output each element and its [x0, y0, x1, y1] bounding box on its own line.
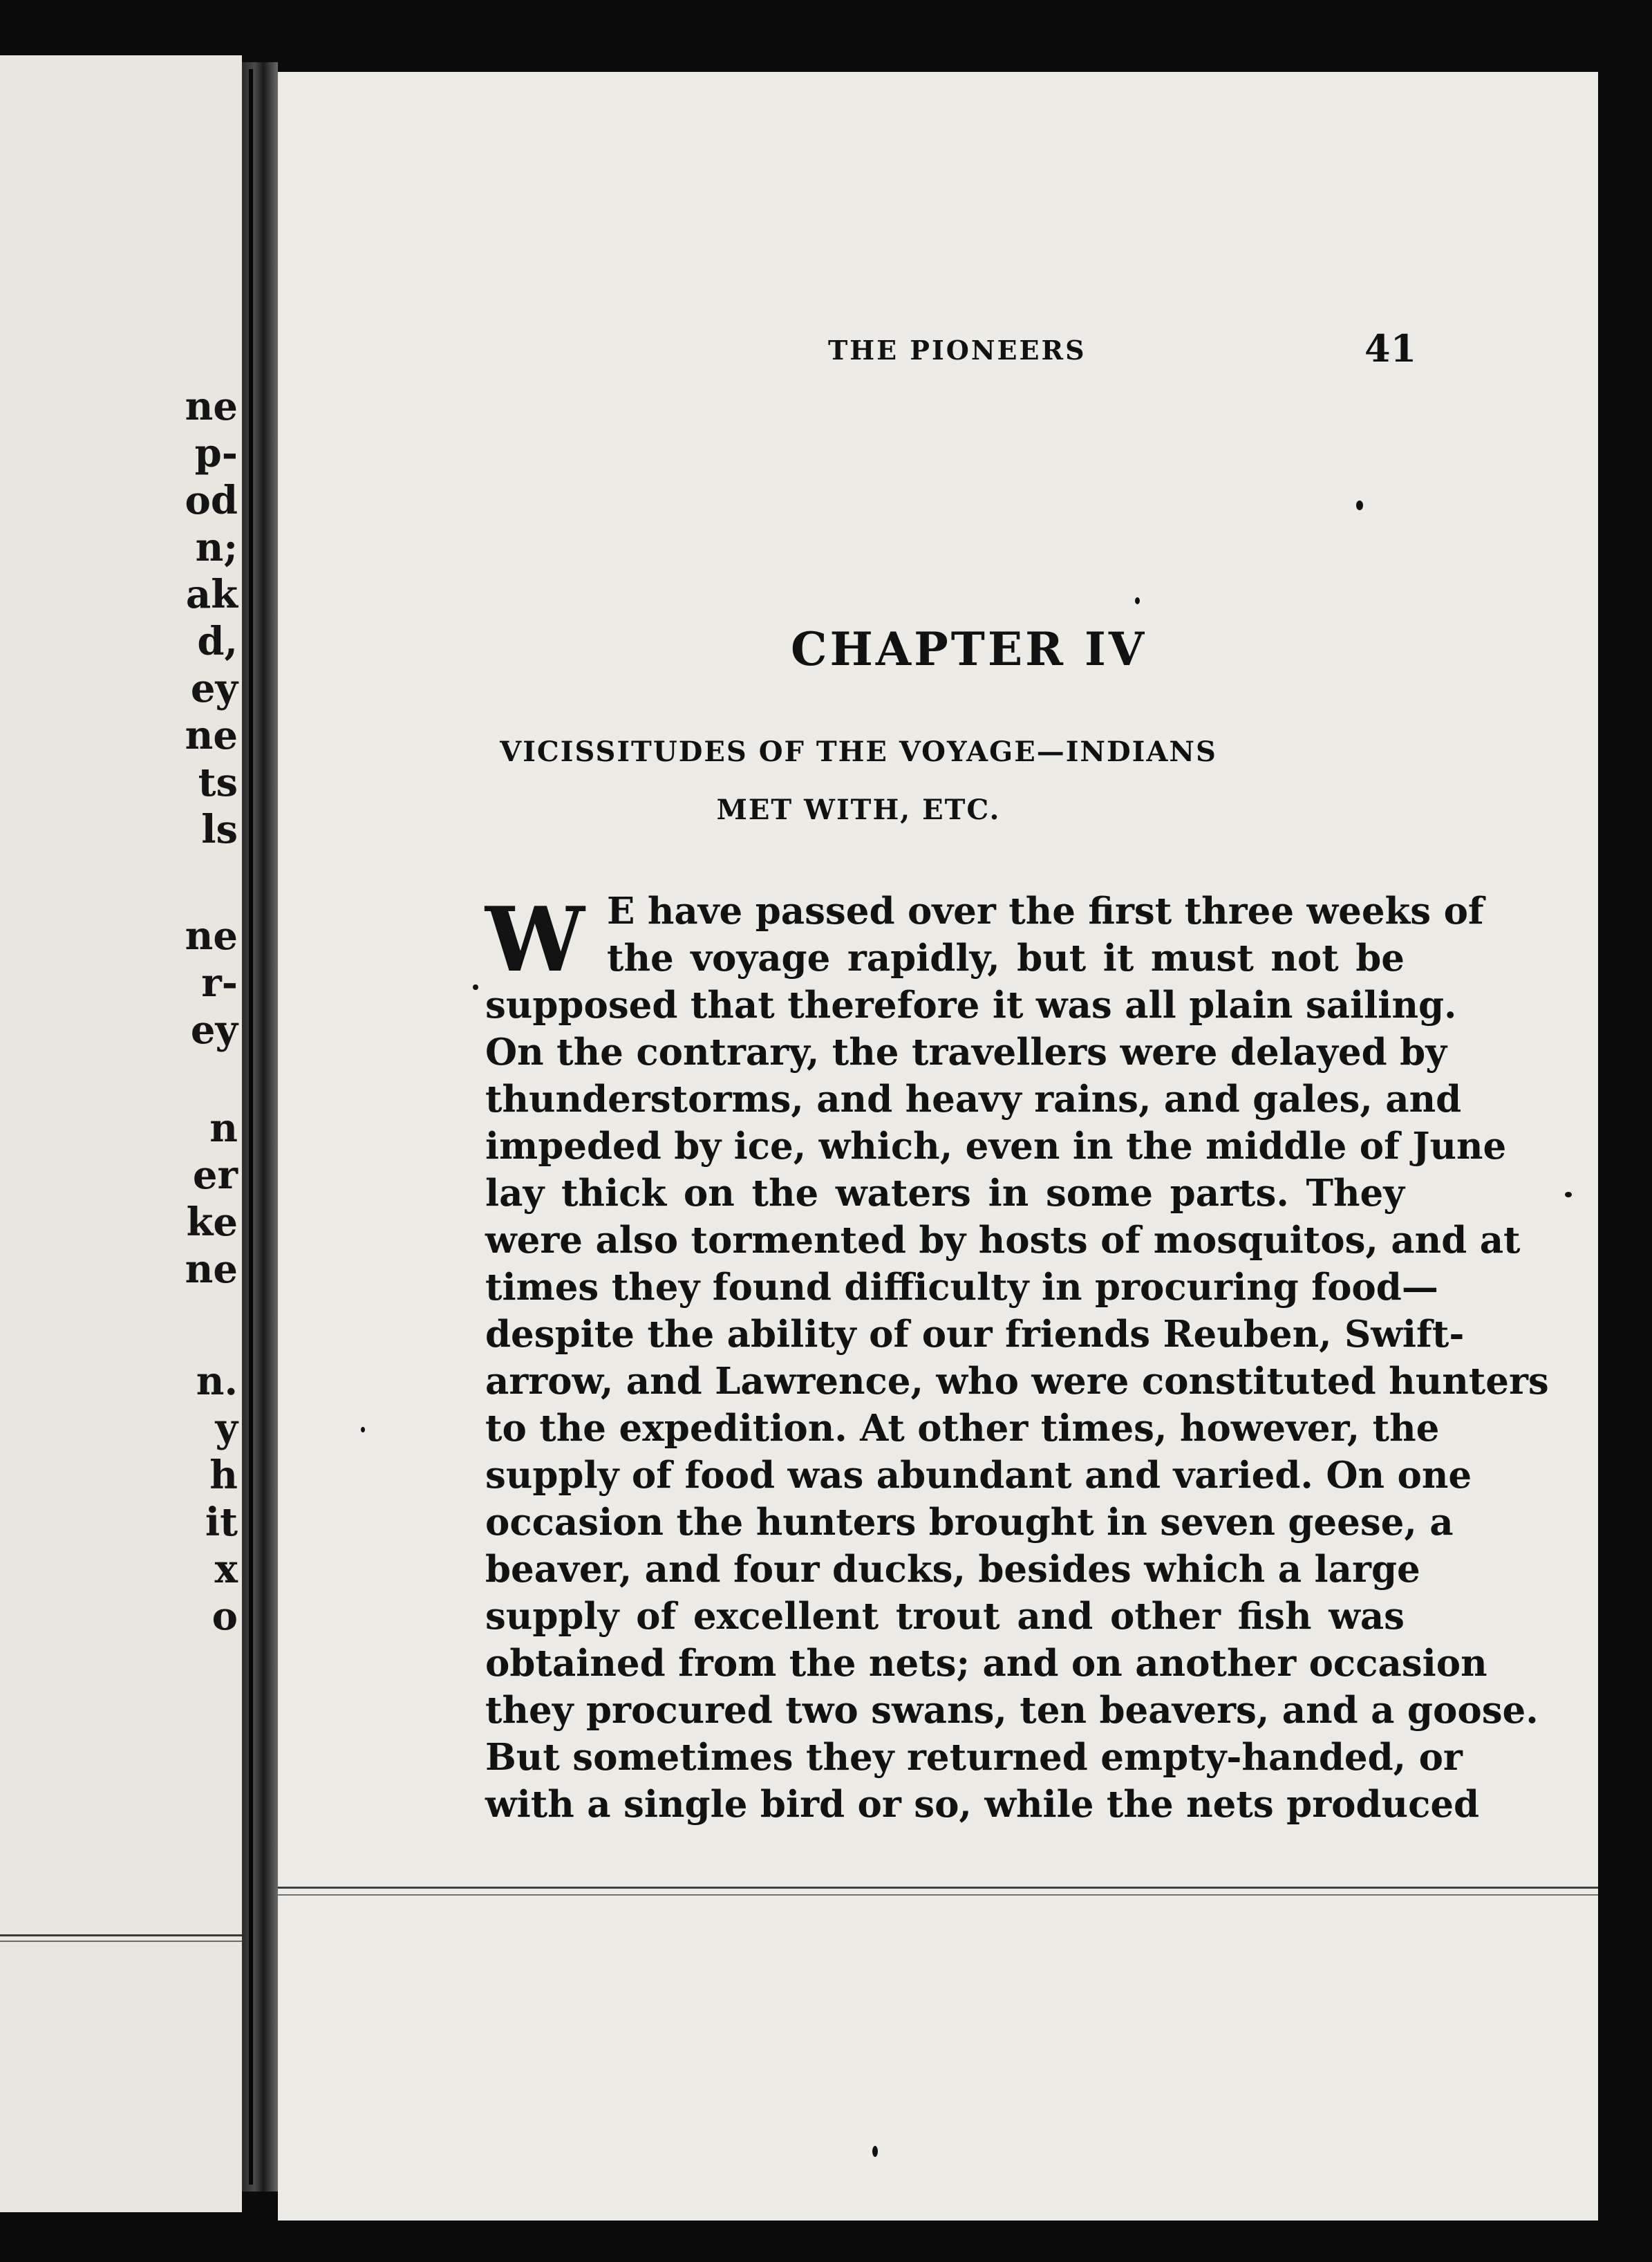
body-paragraph: [485, 888, 1549, 1828]
left-margin-fragment: od: [185, 478, 238, 523]
body-line: But sometimes they returned empty-handed, or: [485, 1736, 1463, 1779]
left-margin-fragment: ts: [198, 760, 238, 805]
body-line: On the contrary, the travellers were delayed by: [485, 1031, 1447, 1074]
left-margin-fragment: ke: [186, 1199, 238, 1245]
left-margin-fragment: n.: [196, 1358, 238, 1404]
left-margin-fragment: ey: [190, 1007, 238, 1053]
body-line: arrow, and Lawrence, who were constituted hunters: [485, 1360, 1549, 1403]
gutter-shadow: [249, 69, 253, 2185]
chapter-title: CHAPTER IV: [791, 622, 1147, 676]
left-margin-fragment: p-: [194, 431, 238, 476]
scan-speck: [1135, 597, 1140, 604]
left-margin-fragment: it: [205, 1499, 238, 1545]
body-line: beaver, and four ducks, besides which a large: [485, 1548, 1420, 1591]
left-page-rule: [0, 1934, 242, 1942]
left-margin-fragment: ey: [190, 666, 238, 711]
left-margin-fragment: o: [212, 1593, 238, 1639]
scan-speck: [872, 2146, 878, 2157]
drop-cap: W: [485, 888, 585, 992]
left-margin-fragment: er: [192, 1152, 238, 1198]
body-line: occasion the hunters brought in seven geese, a: [485, 1501, 1454, 1544]
body-line: E have passed over the first three weeks of: [607, 890, 1484, 933]
body-line: to the expedition. At other times, however, the: [485, 1407, 1440, 1450]
scan-speck: [361, 1427, 365, 1432]
body-line: with a single bird or so, while the nets produced: [485, 1783, 1480, 1826]
body-line: despite the ability of our friends Reuben, Swift-: [485, 1313, 1465, 1356]
left-margin-fragment: r-: [201, 960, 238, 1006]
left-margin-fragment: ne: [185, 713, 238, 758]
body-line: obtained from the nets; and on another occasion: [485, 1642, 1487, 1685]
body-line: supply of excellent trout and other fish was: [485, 1595, 1405, 1638]
left-margin-fragment: x: [214, 1546, 238, 1592]
left-margin-fragment: n: [209, 1105, 238, 1151]
left-margin-fragment: ls: [201, 807, 238, 852]
body-line: lay thick on the waters in some parts. They: [485, 1172, 1405, 1215]
chapter-subtitle-line-2: MET WITH, ETC.: [716, 794, 1001, 826]
left-margin-fragment: ak: [185, 572, 238, 617]
left-page-fragment: [0, 55, 242, 2212]
body-line: supposed that therefore it was all plain sailing.: [485, 984, 1457, 1027]
body-line: they procured two swans, ten beavers, and a goose.: [485, 1689, 1539, 1732]
scan-speck: [1565, 1192, 1572, 1197]
body-line: times they found difficulty in procuring food—: [485, 1266, 1438, 1309]
body-line: were also tormented by hosts of mosquitos, and at: [485, 1219, 1521, 1262]
page-number: 41: [1364, 326, 1417, 371]
book-gutter: [242, 62, 278, 2191]
body-line: thunderstorms, and heavy rains, and gales, and: [485, 1078, 1462, 1121]
body-line: the voyage rapidly, but it must not be: [607, 937, 1405, 980]
running-head: THE PIONEERS: [828, 335, 1087, 366]
scan-speck: [473, 984, 478, 990]
body-line: impeded by ice, which, even in the middle of June: [485, 1125, 1507, 1168]
left-margin-fragment: d,: [197, 619, 238, 664]
scan-speck: [1356, 501, 1363, 510]
left-margin-fragment: h: [209, 1452, 238, 1498]
right-page-rule: [278, 1887, 1598, 1896]
body-line: supply of food was abundant and varied. On one: [485, 1454, 1472, 1497]
right-page: [278, 72, 1598, 2221]
left-margin-fragment: n;: [195, 525, 238, 570]
left-margin-fragment: ne: [185, 1246, 238, 1292]
left-margin-fragment: y: [215, 1405, 238, 1451]
left-margin-fragment: ne: [185, 913, 238, 959]
left-margin-fragment: ne: [185, 384, 238, 429]
chapter-subtitle-line-1: VICISSITUDES OF THE VOYAGE—INDIANS: [500, 736, 1217, 768]
